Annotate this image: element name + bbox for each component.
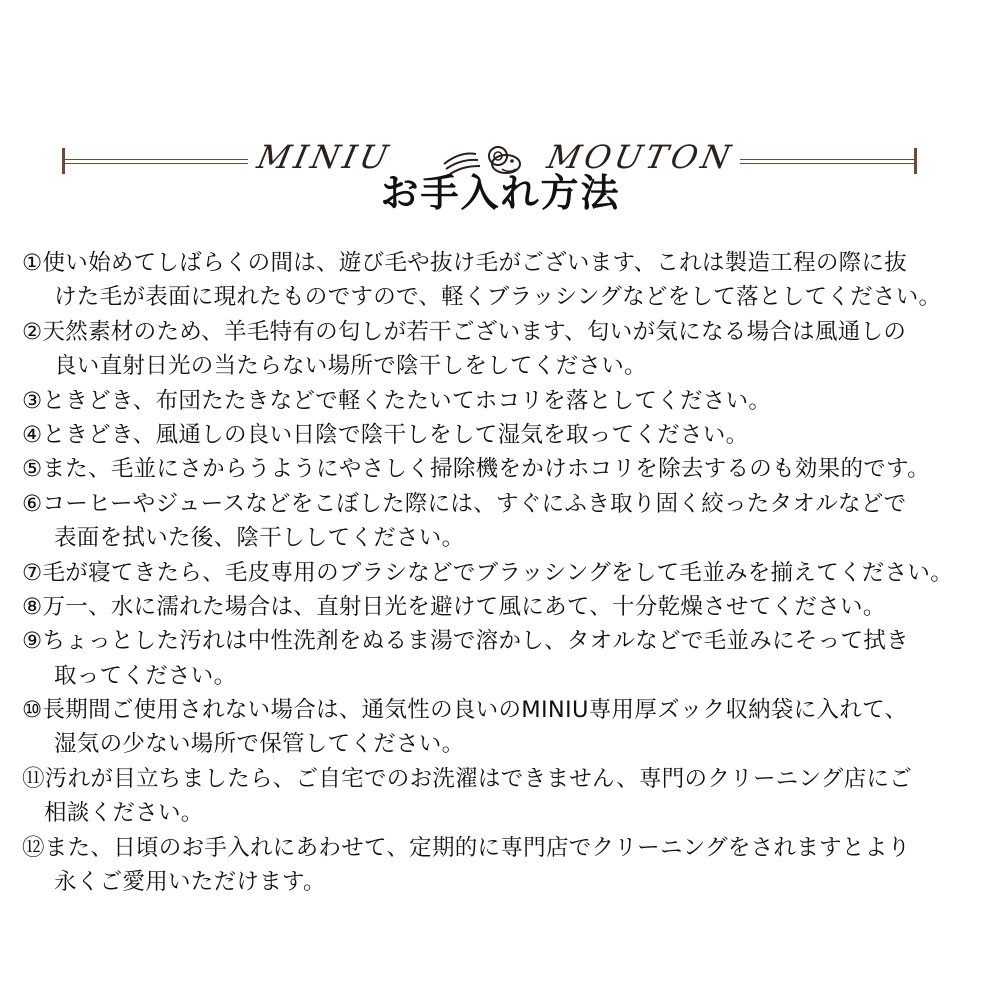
instruction-6: ⑥コーヒーやジュースなどをこぼした際には、すぐにふき取り固く絞ったタオルなどで: [22, 490, 907, 517]
instruction-2: ②天然素材のため、羊毛特有の匂しが若干ございます、匂いが気になる場合は風通しの: [22, 318, 907, 345]
instruction-8: ⑧万一、水に濡れた場合は、直射日光を避けて風にあて、十分乾燥させてください。: [22, 593, 886, 620]
instruction-10: ⑩長期間ご使用されない場合は、通気性の良いのMINIU専用厚ズック収納袋に入れて、: [22, 697, 908, 724]
instruction-11: ⑪汚れが目立ちましたら、ご自宅でのお洗濯はできません、専門のクリーニング店にご: [22, 765, 913, 792]
instruction-2-continued: 良い直射日光の当たらない場所で陰干しをしてください。: [54, 353, 647, 380]
instruction-11-continued: 相談ください。: [44, 800, 204, 827]
instruction-5: ⑤また、毛並にさからうようにやさしく掃除機をかけホコリを除去するのも効果的です。: [22, 456, 930, 483]
instruction-4: ④ときどき、風通しの良い日陰で陰干しをして湿気を取ってください。: [22, 421, 749, 448]
instruction-6-continued: 表面を拭いた後、陰干ししてください。: [54, 525, 465, 552]
instruction-12: ⑫また、日頃のお手入れにあわせて、定期的に専門店でクリーニングをされますとより: [22, 834, 911, 861]
page-title: お手入れ方法: [380, 171, 621, 215]
instruction-10-continued: 湿気の少ない場所で保管してください。: [54, 731, 465, 758]
brand-word-miniu: MINIU: [253, 138, 396, 176]
instruction-9-continued: 取ってください。: [54, 662, 237, 689]
instruction-1: ①使い始めてしばらくの間は、遊び毛や抜け毛がございます、これは製造工程の際に抜: [22, 250, 908, 276]
instruction-3: ③ときどき、布団たたきなどで軽くたたいてホコリを落としてください。: [22, 387, 772, 414]
instruction-7: ⑦毛が寝てきたら、毛皮専用のブラシなどでブラッシングをして毛並みを揃えてください。: [22, 559, 954, 586]
instruction-12-continued: 永くご愛用いただけます。: [54, 869, 326, 896]
brand-header: [0, 66, 1001, 176]
instruction-9: ⑨ちょっとした汚れは中性洗剤をぬるま湯で溶かし、タオルなどで毛並みにそって拭き: [22, 628, 909, 655]
brand-word-mouton: MOUTON: [543, 138, 738, 176]
care-instructions: [22, 246, 982, 899]
instruction-1-continued: けた毛が表面に現れたものですので、軽くブラッシングなどをして落としてください。: [54, 284, 942, 311]
